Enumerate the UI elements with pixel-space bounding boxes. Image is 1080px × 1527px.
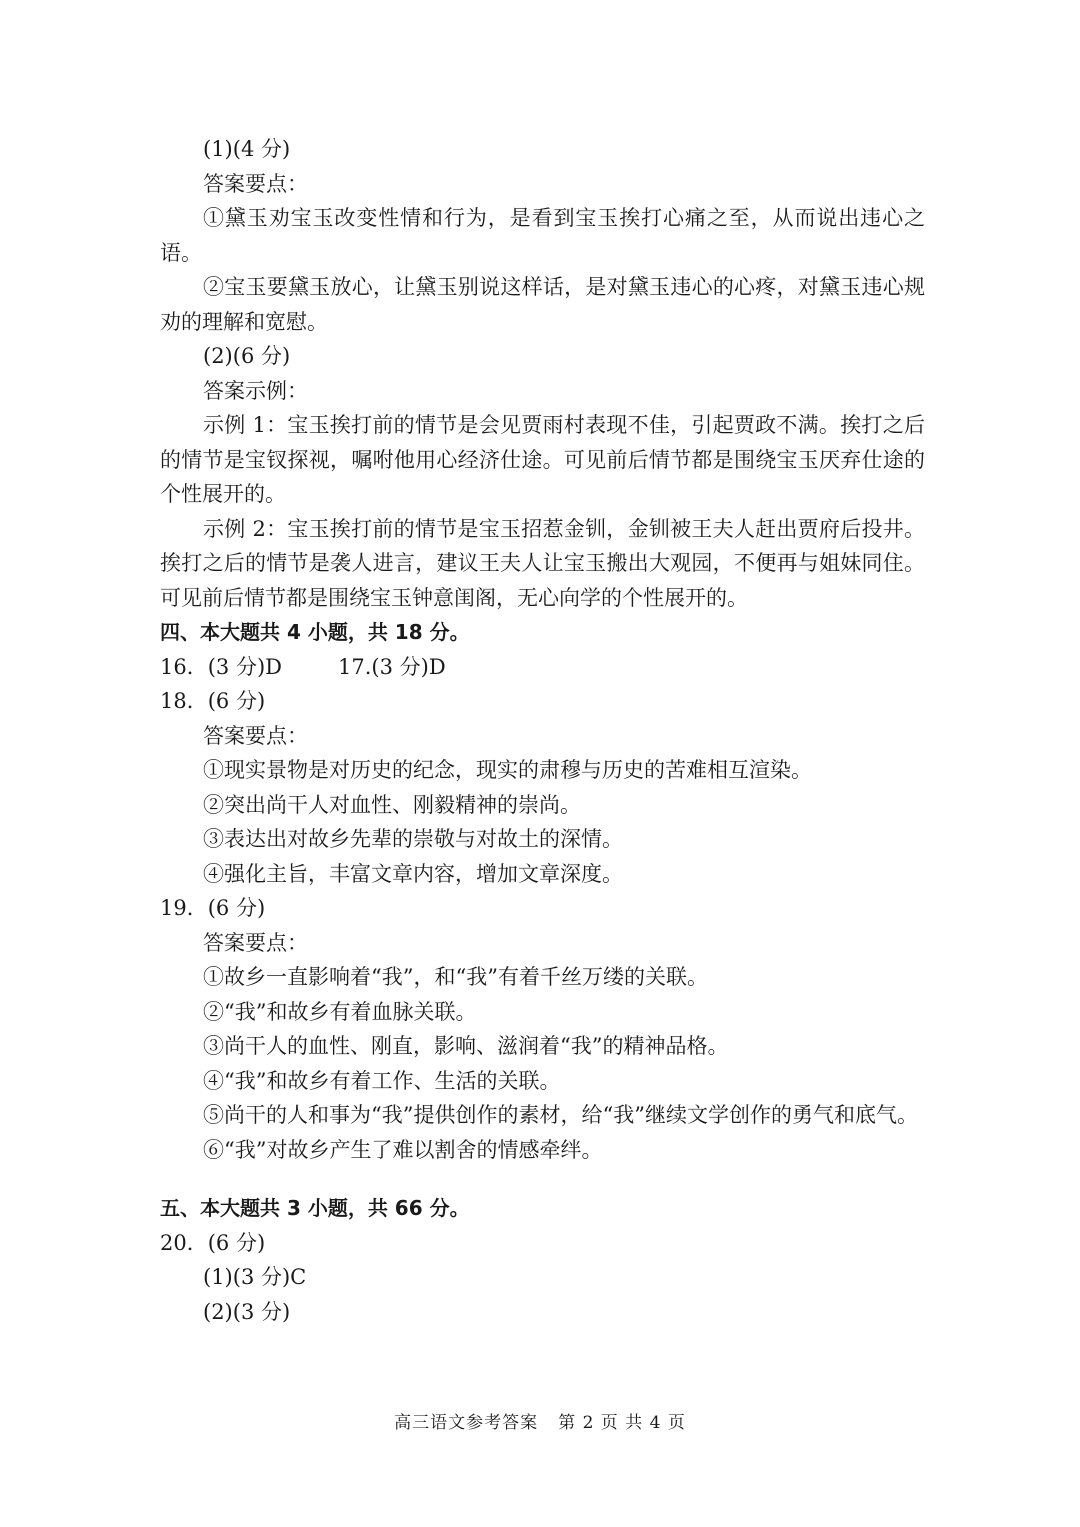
q19-key-label: 答案要点： <box>203 930 308 955</box>
q18-point: ④强化主旨，丰富文章内容，增加文章深度。 <box>203 861 623 886</box>
q2-example-label: 答案示例： <box>203 378 308 403</box>
q16-answer: 16．(3 分)D <box>160 654 282 679</box>
q2-example-1: 示例 1：宝玉挨打前的情节是会见贾雨村表现不佳，引起贾政不满。挨打之后的情节是宝钗探视，嘱咐他用心经济仕途。可见前后情节都是围绕宝玉厌弃仕途的个性展开的。 <box>160 413 925 506</box>
q20-heading: 20．(6 分) <box>160 1230 266 1255</box>
q18-key-label: 答案要点： <box>203 723 308 748</box>
q1-point-1: ①黛玉劝宝玉改变性情和行为，是看到宝玉挨打心痛之至，从而说出违心之语。 <box>160 206 925 265</box>
q19-point-5: ⑤尚干的人和事为“我”提供创作的素材，给“我”继续文学创作的勇气和底气。 <box>203 1103 918 1127</box>
page-content <box>160 132 925 1329</box>
footer-page-number: 第 2 页 共 4 页 <box>558 1413 686 1433</box>
section-gap <box>160 1167 925 1191</box>
q19-point: ②“我”和故乡有着血脉关联。 <box>203 999 477 1024</box>
q20-part-2: (2)(3 分) <box>203 1299 291 1324</box>
section-4-heading: 四、本大题共 4 小题，共 18 分。 <box>160 620 470 644</box>
q18-point: ②突出尚干人对血性、刚毅精神的崇尚。 <box>203 792 581 817</box>
q2-example-2: 示例 2：宝玉挨打前的情节是宝玉招惹金钏，金钏被王夫人赶出贾府后投井。挨打之后的情节是袭人进言，建议王夫人让宝玉搬出大观园，不便再与姐妹同住。可见前后情节都是围绕宝玉钟意闺阁，无心向学的个性展开的。 <box>160 516 925 610</box>
page-footer <box>0 1408 1080 1433</box>
q16-q17-row <box>160 650 925 685</box>
q1-heading: (1)(4 分) <box>203 137 291 161</box>
q19-heading: 19．(6 分) <box>160 896 266 920</box>
q19-point-6: ⑥“我”对故乡产生了难以割舍的情感牵绊。 <box>203 1137 603 1162</box>
q20-part-1: (1)(3 分)C <box>203 1265 307 1289</box>
q17-answer: 17.(3 分)D <box>338 654 446 679</box>
q19-point: ④“我”和故乡有着工作、生活的关联。 <box>203 1068 561 1093</box>
q18-point: ③表达出对故乡先辈的崇敬与对故土的深情。 <box>203 827 623 851</box>
q19-point: ①故乡一直影响着“我”，和“我”有着千丝万缕的关联。 <box>203 965 708 989</box>
footer-title: 高三语文参考答案 <box>394 1413 539 1433</box>
q2-heading: (2)(6 分) <box>203 344 291 368</box>
q1-key-label: 答案要点： <box>203 171 308 196</box>
q19-point: ③尚干人的血性、刚直，影响、滋润着“我”的精神品格。 <box>203 1034 729 1058</box>
q1-point-2: ②宝玉要黛玉放心，让黛玉别说这样话，是对黛玉违心的心疼，对黛玉违心规劝的理解和宽慰。 <box>160 275 925 334</box>
q18-heading: 18．(6 分) <box>160 689 266 713</box>
section-5-heading: 五、本大题共 3 小题，共 66 分。 <box>160 1196 470 1220</box>
q18-point: ①现实景物是对历史的纪念，现实的肃穆与历史的苦难相互渲染。 <box>203 758 812 782</box>
